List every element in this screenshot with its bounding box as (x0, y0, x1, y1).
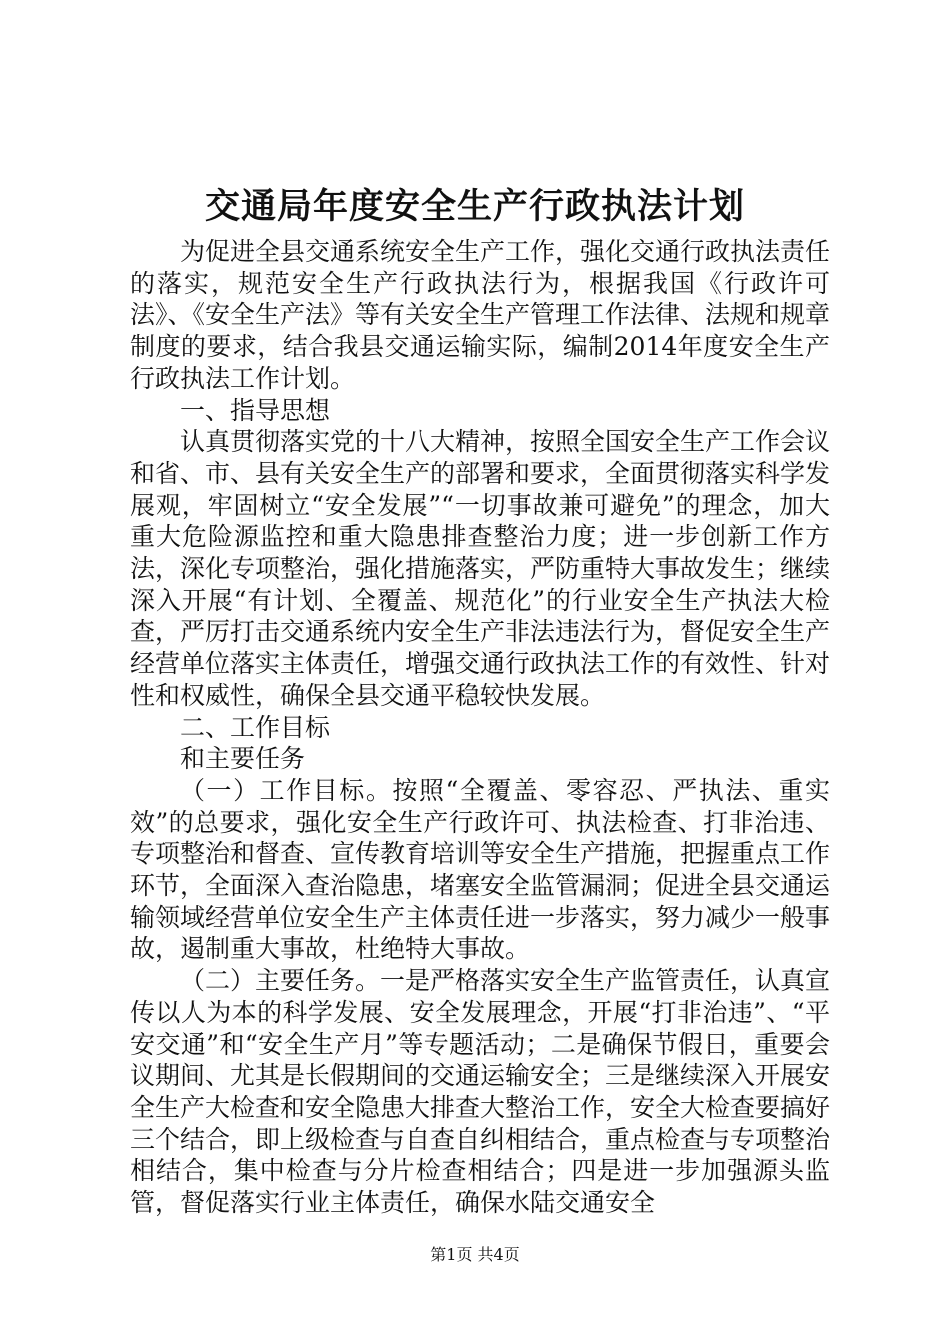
document-body (130, 236, 830, 1219)
document-title: 交通局年度安全生产行政执法计划 (204, 186, 745, 227)
page-number-footer: 第1页 共4页 (430, 1245, 520, 1264)
section-heading-guiding-thought: 一、指导思想 (180, 395, 331, 425)
section-heading-main-tasks: 和主要任务 (180, 744, 306, 774)
work-goals-paragraph: （一）工作目标。按照“全覆盖、零容忍、严执法、重实效”的总要求，强化安全生产行政许可、执法检查、打非治违、专项整治和督查、宣传教育培训等安全生产措施，把握重点工作环节，全面深入查治隐患，堵塞安全监管漏洞；促进全县交通运输领域经营单位安全生产主体责任进一步落实，努力减少一般事故，遏制重大事故，杜绝特大事故。 (130, 775, 831, 964)
main-tasks-paragraph: （二）主要任务。一是严格落实安全生产监管责任，认真宣传以人为本的科学发展、安全发展理念，开展“打非治违”、“平安交通”和“安全生产月”等专题活动；二是确保节假日，重要会议期间、尤其是长假期间的交通运输安全；三是继续深入开展安全生产大检查和安全隐患大排查大整治工作，安全大检查要搞好三个结合，即上级检查与自查自纠相结合，重点检查与专项整治相结合，集中检查与分片检查相结合；四是进一步加强源头监管，督促落实行业主体责任，确保水陆交通安全 (130, 966, 831, 1218)
intro-paragraph: 为促进全县交通系统安全生产工作，强化交通行政执法责任的落实，规范安全生产行政执法行为，根据我国《行政许可法》、《安全生产法》等有关安全生产管理工作法律、法规和规章制度的要求，结合我县交通运输实际，编制2014年度安全生产行政执法工作计划。 (130, 237, 831, 393)
section-heading-work-goals: 二、工作目标 (180, 712, 331, 742)
guiding-thought-paragraph: 认真贯彻落实党的十八大精神，按照全国安全生产工作会议和省、市、县有关安全生产的部署和要求，全面贯彻落实科学发展观，牢固树立“安全发展”“一切事故兼可避免”的理念，加大重大危险源监控和重大隐患排查整治力度；进一步创新工作方法，深化专项整治，强化措施落实，严防重特大事故发生；继续深入开展“有计划、全覆盖、规范化”的行业安全生产执法大检查，严厉打击交通系统内安全生产非法违法行为，督促安全生产经营单位落实主体责任，增强交通行政执法工作的有效性、针对性和权威性，确保全县交通平稳较快发展。 (130, 427, 831, 710)
